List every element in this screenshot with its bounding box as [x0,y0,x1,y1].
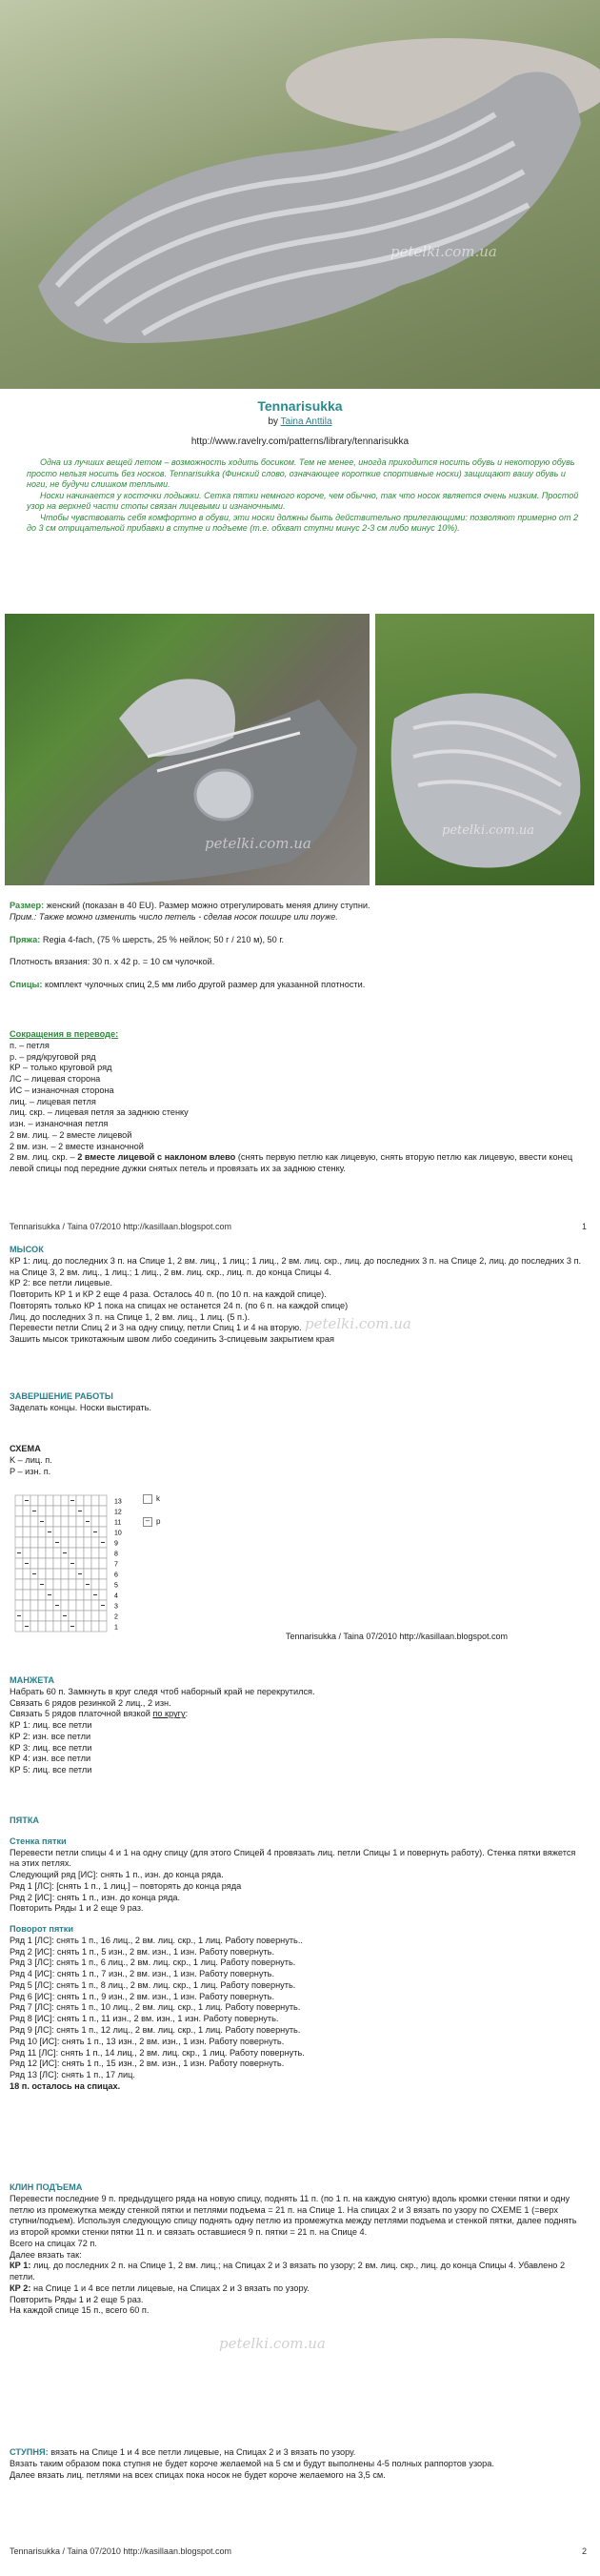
scheme-cell [84,1558,91,1569]
scheme-cell [61,1600,69,1611]
watermark: petelki.com.ua [305,1315,411,1332]
turn-line: Ряд 4 [ИС]: снять 1 п., 7 изн., 2 вм. изн., 1 изн. Работу повернуть. [10,1969,275,1979]
scheme-cell [15,1569,23,1579]
scheme-cell [23,1600,30,1611]
scheme-cell [99,1548,107,1558]
abbr-item: лиц. скр. – лицевая петля за заднюю стенку [10,1107,189,1118]
yarn-text: Regia 4-fach, (75 % шерсть, 25 % нейлон; 50 г / 210 м), 50 г. [40,934,285,944]
scheme-cell [61,1569,69,1579]
scheme-row-number: 13 [114,1498,122,1506]
scheme-cell [99,1611,107,1621]
gusset-kr1 [10,2261,587,2283]
toe-title: МЫСОК [10,1245,44,1254]
scheme-cell [69,1600,76,1611]
scheme-section [10,1444,587,1477]
abbr-item: р. – ряд/круговой ряд [10,1051,96,1062]
scheme-cell [84,1621,91,1632]
scheme-row-number: 12 [114,1509,122,1516]
foot-line: Вязать таким образом пока ступня не будет короче желаемой на 5 см и будут выполнены 4-5 полных раппортов узора. [10,2458,494,2468]
scheme-cell [84,1569,91,1579]
scheme-cell [15,1621,23,1632]
scheme-cell [76,1621,84,1632]
scheme-row-number: 5 [114,1582,118,1590]
finish-section [10,1391,587,1414]
sock-photo [375,614,594,885]
key-p-label: p [156,1517,161,1527]
gauge-line: Плотность вязания: 30 п. х 42 р. = 10 см чулочкой. [10,957,215,967]
scheme-cell [15,1527,23,1537]
turn-result: 18 п. осталось на спицах. [10,2080,121,2091]
scheme-cell [30,1495,38,1506]
scheme-cell [23,1590,30,1600]
scheme-row-number: 9 [114,1540,118,1548]
scheme-cell [53,1558,61,1569]
scheme-row-number: 10 [114,1530,122,1537]
heel-section [10,1815,587,2093]
cuff-garter-u: по кругу [152,1709,186,1719]
yarn-label: Пряжа: [10,934,41,944]
scheme-cell [38,1590,46,1600]
abbr-item: изн. – изнаночная петля [10,1119,109,1129]
abbr-ssk-text: (снять первую петлю как лицевую, снять вторую петлю как лицевую, ввести конец левой спицы под передние дужки снятых петель и провязать их за заднюю стенку. [10,1152,573,1174]
cuff-row: КР 1: лиц. все петли [10,1720,92,1731]
scheme-cell [38,1569,46,1579]
toe-line: Лиц. до последних 3 п. на Спице 1, 2 вм. лиц., 1 лиц. (5 п.). [10,1311,250,1322]
scheme-cell [84,1548,91,1558]
scheme-cell [46,1579,53,1590]
scheme-cell [69,1537,76,1548]
scheme-cell [99,1506,107,1516]
scheme-cell [30,1516,38,1527]
scheme-cell [91,1506,99,1516]
scheme-cell [38,1495,46,1506]
scheme-cell [15,1516,23,1527]
sock-illustration [375,614,594,885]
turn-line: Ряд 12 [ИС]: снять 1 п., 15 изн., 2 вм. изн., 1 изн. Работу повернуть. [10,2059,285,2069]
needles-label: Спицы: [10,980,43,990]
scheme-cell [23,1537,30,1548]
abbreviations [10,1029,587,1175]
scheme-cell [38,1506,46,1516]
scheme-cell [30,1537,38,1548]
flap-line: Следующий ряд [ИС]: снять 1 п., изн. до конца ряда. [10,1870,224,1880]
abbr-item: п. – петля [10,1040,50,1050]
heel-title: ПЯТКА [10,1815,40,1825]
turn-line: Ряд 3 [ЛС]: снять 1 п., 6 лиц., 2 вм. лиц. скр., 1 лиц. Работу повернуть. [10,1957,296,1968]
gusset-kr2-text: на Спице 1 и 4 все петли лицевые, на Спицах 2 и 3 вязать по узору. [30,2282,310,2293]
flap-line: Перевести петли спицы 4 и 1 на одну спицу (для этого Спицей 4 провязать лиц. петли Спицы 1 и повернуть работу). Стенка пятки вяжется на этих петлях. [10,1847,576,1869]
scheme-row-number: 3 [114,1603,118,1611]
scheme-cell [99,1621,107,1632]
key-k [143,1494,160,1504]
scheme-row-number: 6 [114,1572,118,1579]
turn-line: Ряд 1 [ЛС]: снять 1 п., 16 лиц., 2 вм. лиц. скр., 1 лиц. Работу повернуть.. [10,1935,303,1945]
scheme-cell [76,1558,84,1569]
scheme-row-number: 8 [114,1551,118,1558]
foot-label: СТУПНЯ: [10,2447,49,2457]
cuff-row: КР 5: лиц. все петли [10,1765,92,1775]
abbr-item: лиц. – лицевая петля [10,1096,96,1106]
toe-line: Зашить мысок трикотажным швом либо соединить 3-спицевым закрытием края [10,1334,334,1345]
scheme-cell [76,1495,84,1506]
scheme-cell [76,1537,84,1548]
scheme-cell [69,1527,76,1537]
scheme-cell [91,1516,99,1527]
cuff-garter [10,1709,587,1720]
finish-text: Заделать концы. Носки выстирать. [10,1402,151,1412]
scheme-cell [46,1611,53,1621]
toe-section [10,1245,587,1346]
gusset-line: Всего на спицах 72 п. [10,2238,97,2248]
scheme-cell [53,1621,61,1632]
scheme-cell [69,1611,76,1621]
scheme-title: СХЕМА [10,1444,41,1453]
scheme-cell [30,1590,38,1600]
cuff-line: Набрать 60 п. Замкнуть в круг следя чтоб наборный край не перекрутился. [10,1686,315,1696]
abbr-item: ЛС – лицевая сторона [10,1074,101,1085]
scheme-cell [46,1506,53,1516]
turn-line: Ряд 11 [ЛС]: снять 1 п., 14 лиц., 2 вм. лиц. скр., 1 лиц. Работу повернуть. [10,2047,305,2058]
foot-section [10,2447,587,2481]
cuff-garter-suffix: : [185,1709,189,1719]
scheme-cell [53,1611,61,1621]
scheme-cell [53,1495,61,1506]
turn-line: Ряд 7 [ЛС]: снять 1 п., 10 лиц., 2 вм. лиц. скр., 1 лиц. Работу повернуть. [10,2002,301,2013]
scheme-cell [61,1527,69,1537]
scheme-cell [61,1506,69,1516]
key-k-label: k [156,1494,160,1503]
scheme-cell [76,1548,84,1558]
turn-line: Ряд 6 [ИС]: снять 1 п., 9 изн., 2 вм. изн., 1 изн. Работу повернуть. [10,1991,275,2001]
scheme-cell [76,1590,84,1600]
scheme-cell [53,1548,61,1558]
scheme-cell [23,1569,30,1579]
scheme-cell [30,1558,38,1569]
foot-line [10,2447,587,2459]
scheme-cell [84,1590,91,1600]
scheme-cell [61,1590,69,1600]
cuff-row: КР 4: изн. все петли [10,1754,91,1764]
intro-paragraph: Носки начинается у косточки лодыжки. Сетка пятки немного короче, чем обычно, так что носок является очень низким. Простой узор на верхней части стопы связан лицевыми и изнаночными. [27,490,579,512]
scheme-cell [15,1558,23,1569]
scheme-cell [23,1611,30,1621]
scheme-cell [53,1569,61,1579]
scheme-cell [61,1579,69,1590]
cuff-garter-prefix: Связать 5 рядов платочной вязкой [10,1709,153,1719]
abbr-item-ssk [10,1152,587,1175]
top-photo [0,0,600,389]
needles-line [10,980,587,991]
scheme-cell [91,1611,99,1621]
scheme-cell [61,1495,69,1506]
scheme-cell [53,1516,61,1527]
key-p-swatch: – [143,1517,152,1527]
intro-paragraph: Чтобы чувствовать себя комфортно в обуви, эти носки должны быть действительно прилегающими: позволяют примерно от 2 до 3 см отрицательной прибавки в ступне и подъеме (т.е. обхват ступни минус 2-3 см либо минус 10%). [27,512,578,534]
cuff-line: Связать 6 рядов резинкой 2 лиц., 2 изн. [10,1697,171,1708]
cuff-row: КР 3: лиц. все петли [10,1742,92,1753]
scheme-cell [69,1579,76,1590]
foot-line: Далее вязать лиц. петлями на всех спицах пока носок не будет короче желаемого на 3,5 см. [10,2469,386,2480]
scheme-cell [46,1516,53,1527]
scheme-cell [23,1527,30,1537]
sock-photo-illustration [0,0,600,389]
key-k-swatch [143,1494,152,1504]
abbr-title: Сокращения в переводе: [10,1029,119,1039]
turn-line: Ряд 5 [ЛС]: снять 1 п., 8 лиц., 2 вм. лиц. скр., 1 лиц. Работу повернуть. [10,1979,296,1990]
abbr-item: КР – только круговой ряд [10,1063,112,1073]
scheme-cell [30,1548,38,1558]
scheme-cell [84,1611,91,1621]
scheme-cell [91,1537,99,1548]
abbr-item: 2 вм. лиц. – 2 вместе лицевой [10,1129,132,1140]
scheme-cell [61,1621,69,1632]
gusset-line: Далее вязать так: [10,2249,82,2260]
scheme-cell [23,1516,30,1527]
scheme-cell [99,1590,107,1600]
scheme-cell [99,1579,107,1590]
needles-text: комплект чулочных спиц 2,5 мм либо другой размер для указанной плотности. [42,980,366,990]
cuff-section [10,1675,587,1776]
watermark: petelki.com.ua [219,2335,326,2352]
scheme-cell [15,1600,23,1611]
scheme-cell [53,1579,61,1590]
heel-flap-title: Стенка пятки [10,1836,67,1846]
flap-line: Ряд 2 [ИС]: снять 1 п., изн. до конца ряда. [10,1892,181,1902]
toe-line: Повторить КР 1 и КР 2 еще 4 раза. Осталось 40 п. (по 10 п. на каждой спице). [10,1289,327,1300]
scheme-cell [69,1569,76,1579]
gusset-kr1-text: лиц. до последних 2 п. на Спице 1, 2 вм. лиц.; на Спицах 2 и 3 вязать по узору; 2 вм. лиц. скр., лиц. до конца Спицы 4. Убавлено 2 петли. [10,2261,566,2282]
gusset-line: Повторить Ряды 1 и 2 еще 5 раз. [10,2294,144,2304]
scheme-cell [91,1548,99,1558]
scheme-cell [38,1558,46,1569]
scheme-row-number: 7 [114,1561,118,1569]
scheme-cell [76,1611,84,1621]
watermark: petelki.com.ua [205,835,311,852]
scheme-footer: Tennarisukka / Taina 07/2010 http://kasillaan.blogspot.com [286,1632,508,1641]
scheme-cell [84,1527,91,1537]
abbr-item: ИС – изнаночная сторона [10,1085,114,1095]
scheme-cell [84,1537,91,1548]
scheme-row-number: 4 [114,1592,118,1600]
size-line [10,901,587,912]
page-footer [10,2546,587,2558]
scheme-cell [76,1600,84,1611]
scheme-cell [46,1558,53,1569]
scheme-cell [15,1537,23,1548]
scheme-row-number: 1 [114,1624,118,1632]
intro-paragraph: Одна из лучших вещей летом – возможность ходить босиком. Тем не менее, иногда приходится носить обувь и некоторую обувь просто нельзя носить без носков. Tennarisukka (Финский слово, означающее короткие спортивные носки) защищают вашу обувь и ноги, не будучи слишком теплыми. [27,457,575,490]
abbr-ssk-prefix: 2 вм. лиц. скр. – [10,1152,78,1163]
byline [0,416,600,429]
size-text: женский (показан в 40 EU). Размер можно отрегулировать меняя длину ступни. [44,901,370,910]
watermark: petelki.com.ua [390,243,497,260]
scheme-cell [15,1495,23,1506]
scheme-cell [38,1600,46,1611]
gusset-kr2-label: КР 2: [10,2282,31,2293]
scheme-cell [46,1621,53,1632]
scheme-cell [69,1516,76,1527]
scheme-cell [46,1537,53,1548]
scheme-row-number: 11 [114,1519,122,1527]
scheme-cell [46,1495,53,1506]
toe-line: Повторять только КР 1 пока на спицах не останется 24 п. (по 6 п. на каждой спице) [10,1300,349,1310]
scheme-cell [91,1600,99,1611]
footer-text: Tennarisukka / Taina 07/2010 http://kasillaan.blogspot.com [10,2546,231,2556]
page-footer [10,1222,587,1233]
scheme-cell [99,1527,107,1537]
page-number: 1 [581,1222,587,1231]
scheme-cell [61,1516,69,1527]
scheme-cell [69,1548,76,1558]
scheme-cell [30,1600,38,1611]
scheme-cell [76,1527,84,1537]
size-note: Прим.: Также можно изменить число петель - сделав носок пошире или поуже. [10,911,338,922]
scheme-cell [30,1527,38,1537]
scheme-cell [30,1579,38,1590]
scheme-cell [84,1495,91,1506]
scheme-cell [99,1495,107,1506]
scheme-cell [30,1611,38,1621]
yarn-line [10,935,587,946]
scheme-key [143,1494,160,1527]
footer-text: Tennarisukka / Taina 07/2010 http://kasillaan.blogspot.com [10,1222,231,1231]
scheme-cell [46,1569,53,1579]
scheme-cell [38,1548,46,1558]
gusset-kr1-label: КР 1: [10,2261,31,2271]
scheme-cell [38,1527,46,1537]
scheme-cell [91,1558,99,1569]
key-p [143,1517,160,1527]
scheme-cell [15,1579,23,1590]
scheme-cell [76,1516,84,1527]
flap-line: Ряд 1 [ЛС]: [снять 1 п., 1 лиц.] – повторять до конца ряда [10,1880,242,1891]
abbr-item: 2 вм. изн. – 2 вместе изнаночной [10,1141,144,1151]
flap-line: Повторить Ряды 1 и 2 еще 9 раз. [10,1903,144,1914]
scheme-cell [91,1621,99,1632]
intro [27,457,579,535]
scheme-cell [91,1495,99,1506]
scheme-cell [53,1590,61,1600]
scheme-cell [91,1579,99,1590]
pattern-title: Tennarisukka [257,398,343,414]
scheme-cell [53,1506,61,1516]
heel-turn-title: Поворот пятки [10,1924,74,1935]
scheme-row-number: 2 [114,1613,118,1621]
foot-text: вязать на Спице 1 и 4 все петли лицевые, на Спицах 2 и 3 вязать по узору. [48,2447,356,2457]
shoe-illustration [5,614,370,885]
toe-line: КР 1: лиц. до последних 3 п. на Спице 1, 2 вм. лиц., 1 лиц.; 1 лиц., 2 вм. лиц. скр., лиц. до последних 3 п. на Спице 2, лиц. до последних 3 п. на Спице 3, 2 вм. лиц., 1 лиц.; 1 лиц., 2 вм. лиц. скр., лиц. п. до конца Спицы 4. [10,1255,582,1277]
gusset-line: Перевести последние 9 п. предыдущего ряда на новую спицу, поднять 11 п. (по 1 п. на каждую снятую) вдоль кромки стенки пятки и одну петлю из промежутка между стенкой пятки и петлями подъема = 21 п. на Спице 1. На спицах 2 и 3 вязать по узору по СХЕМЕ 1 (=верх ступни/подъем). Используя следующую спицу поднять одну петлю из промежутка между петлями подъема и стенкой пятки, далее поднять из второй кромки стенки пятки 11 п. и связать оставшиеся 9 п. пятки = 21 п. на Спице 4. [10,2193,577,2238]
scheme-cell [23,1506,30,1516]
cuff-row: КР 2: изн. все петли [10,1731,91,1741]
scheme-cell [76,1579,84,1590]
scheme-cell [15,1506,23,1516]
turn-line: Ряд 8 [ИС]: снять 1 п., 11 изн., 2 вм. изн., 1 изн. Работу повернуть. [10,2014,279,2024]
finish-title: ЗАВЕРШЕНИЕ РАБОТЫ [10,1391,113,1401]
gusset-kr2 [10,2283,587,2295]
scheme-cell [99,1569,107,1579]
scheme-cell [46,1548,53,1558]
scheme-cell [69,1506,76,1516]
size-label: Размер: [10,901,45,910]
scheme-cell [99,1516,107,1527]
scheme-cell [23,1579,30,1590]
scheme-cell [15,1590,23,1600]
scheme-cell [69,1590,76,1600]
scheme-cell [91,1569,99,1579]
turn-line: Ряд 2 [ИС]: снять 1 п., 5 изн., 2 вм. изн., 1 изн. Работу повернуть. [10,1946,275,1957]
scheme-cell [38,1537,46,1548]
scheme-cell [84,1506,91,1516]
byline-prefix: by [268,416,281,427]
cuff-title: МАНЖЕТА [10,1675,55,1685]
toe-line: Перевести петли Спиц 2 и 3 на одну спицу, петли Спиц 1 и 4 на вторую. [10,1323,302,1333]
scheme-cell [30,1621,38,1632]
gusset-title: КЛИН ПОДЪЕМА [10,2182,83,2192]
turn-line: Ряд 13 [ЛС]: снять 1 п., 17 лиц. [10,2070,135,2080]
author-link[interactable]: Taina Anttila [280,416,332,427]
scheme-cell [61,1537,69,1548]
turn-line: Ряд 9 [ЛС]: снять 1 п., 12 лиц., 2 вм. лиц. скр., 1 лиц. Работу повернуть. [10,2025,301,2036]
watermark: petelki.com.ua [442,823,534,838]
shoe-photo [5,614,370,885]
scheme-cell [61,1558,69,1569]
scheme-cell [53,1527,61,1537]
toe-line: КР 2: все петли лицевые. [10,1278,113,1288]
scheme-cell [46,1600,53,1611]
scheme-cell [84,1600,91,1611]
ravelry-url[interactable]: http://www.ravelry.com/patterns/library/tennarisukka [190,436,410,447]
scheme-cell [23,1548,30,1558]
gusset-line: На каждой спице 15 п., всего 60 п. [10,2305,150,2316]
abbr-ssk-bold: 2 вместе лицевой с наклоном влево [77,1152,236,1163]
specs [10,901,587,991]
page-number: 2 [581,2546,587,2556]
scheme-legend-k: K – лиц. п. [10,1454,52,1465]
turn-line: Ряд 10 [ИС]: снять 1 п., 13 изн., 2 вм. изн., 1 изн. Работу повернуть. [10,2036,285,2046]
scheme-cell [99,1558,107,1569]
scheme-cell [38,1621,46,1632]
scheme-cell [38,1611,46,1621]
scheme-legend-p: P – изн. п. [10,1466,51,1476]
gusset-section [10,2182,587,2317]
